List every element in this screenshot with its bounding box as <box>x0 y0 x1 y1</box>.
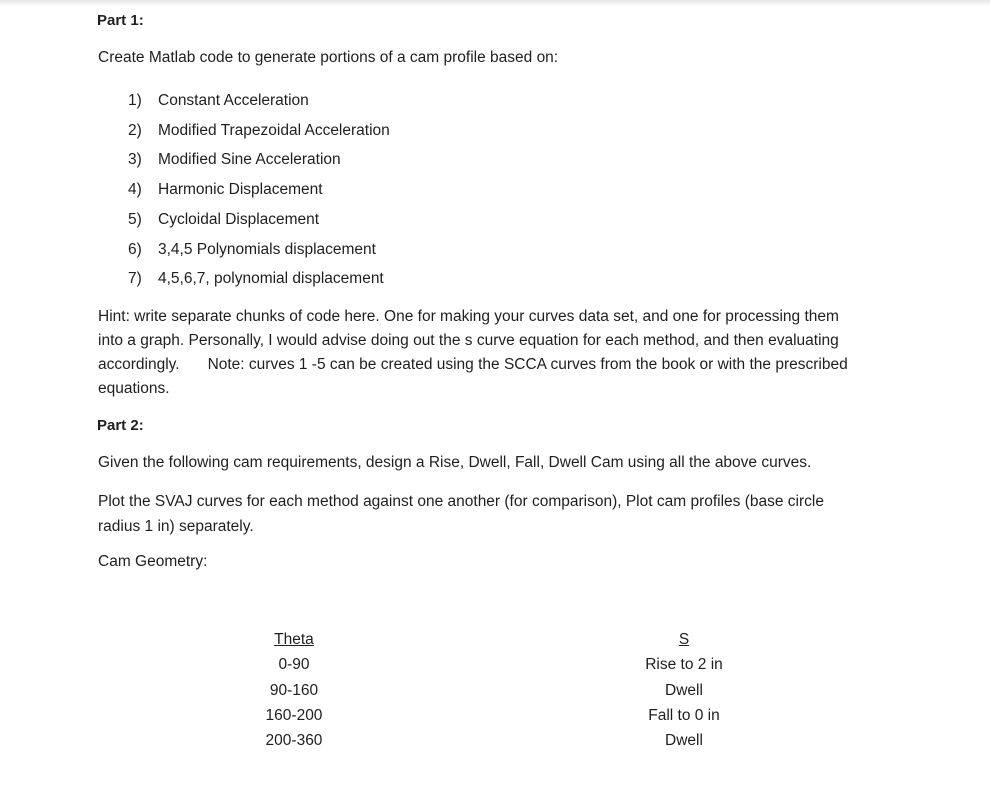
hint-text: Hint: write separate chunks of code here. One for making your curves data set, and one for processing them into a graph. Personally, I would advise doing out the s curve equation for each method, and then evaluating accordingly. <box>98 308 839 373</box>
s-cell: Fall to 0 in <box>648 706 720 724</box>
list-item: 2) Modified Trapezoidal Acceleration <box>128 122 390 139</box>
theta-cell: 200-360 <box>265 732 323 750</box>
s-column <box>614 627 754 753</box>
page-top-edge <box>0 0 990 6</box>
plot-instructions: Plot the SVAJ curves for each method against one another (for comparison), Plot cam profiles (base circle radius 1 in) separately. <box>98 493 824 535</box>
theta-cell: 160-200 <box>265 706 323 724</box>
theta-cell: 0-90 <box>278 656 310 674</box>
cam-geometry-label: Cam Geometry: <box>98 553 208 570</box>
list-item: 1) Constant Acceleration <box>128 92 309 109</box>
s-cell: Rise to 2 in <box>645 656 723 674</box>
list-item: 3) Modified Sine Acceleration <box>128 151 341 168</box>
theta-column <box>244 627 344 753</box>
part1-intro: Create Matlab code to generate portions of a cam profile based on: <box>98 49 559 66</box>
part2-requirements: Given the following cam requirements, design a Rise, Dwell, Fall, Dwell Cam using all the above curves. <box>98 454 812 471</box>
s-cell: Dwell <box>665 732 703 750</box>
part1-heading: Part 1: <box>97 12 144 29</box>
note-text: Note: curves 1 -5 can be created using the SCCA curves from the book or with the prescribed equations. <box>98 356 848 397</box>
list-item: 4) Harmonic Displacement <box>128 181 323 198</box>
theta-cell: 90-160 <box>269 681 319 699</box>
list-item: 5) Cycloidal Displacement <box>128 211 320 228</box>
s-cell: Dwell <box>665 681 703 699</box>
s-header: S <box>678 631 690 648</box>
hint-paragraph <box>98 305 868 401</box>
list-item: 6) 3,4,5 Polynomials displacement <box>128 241 376 258</box>
part2-heading: Part 2: <box>97 417 144 434</box>
list-item: 7) 4,5,6,7, polynomial displacement <box>128 270 384 287</box>
theta-header: Theta <box>274 631 314 648</box>
